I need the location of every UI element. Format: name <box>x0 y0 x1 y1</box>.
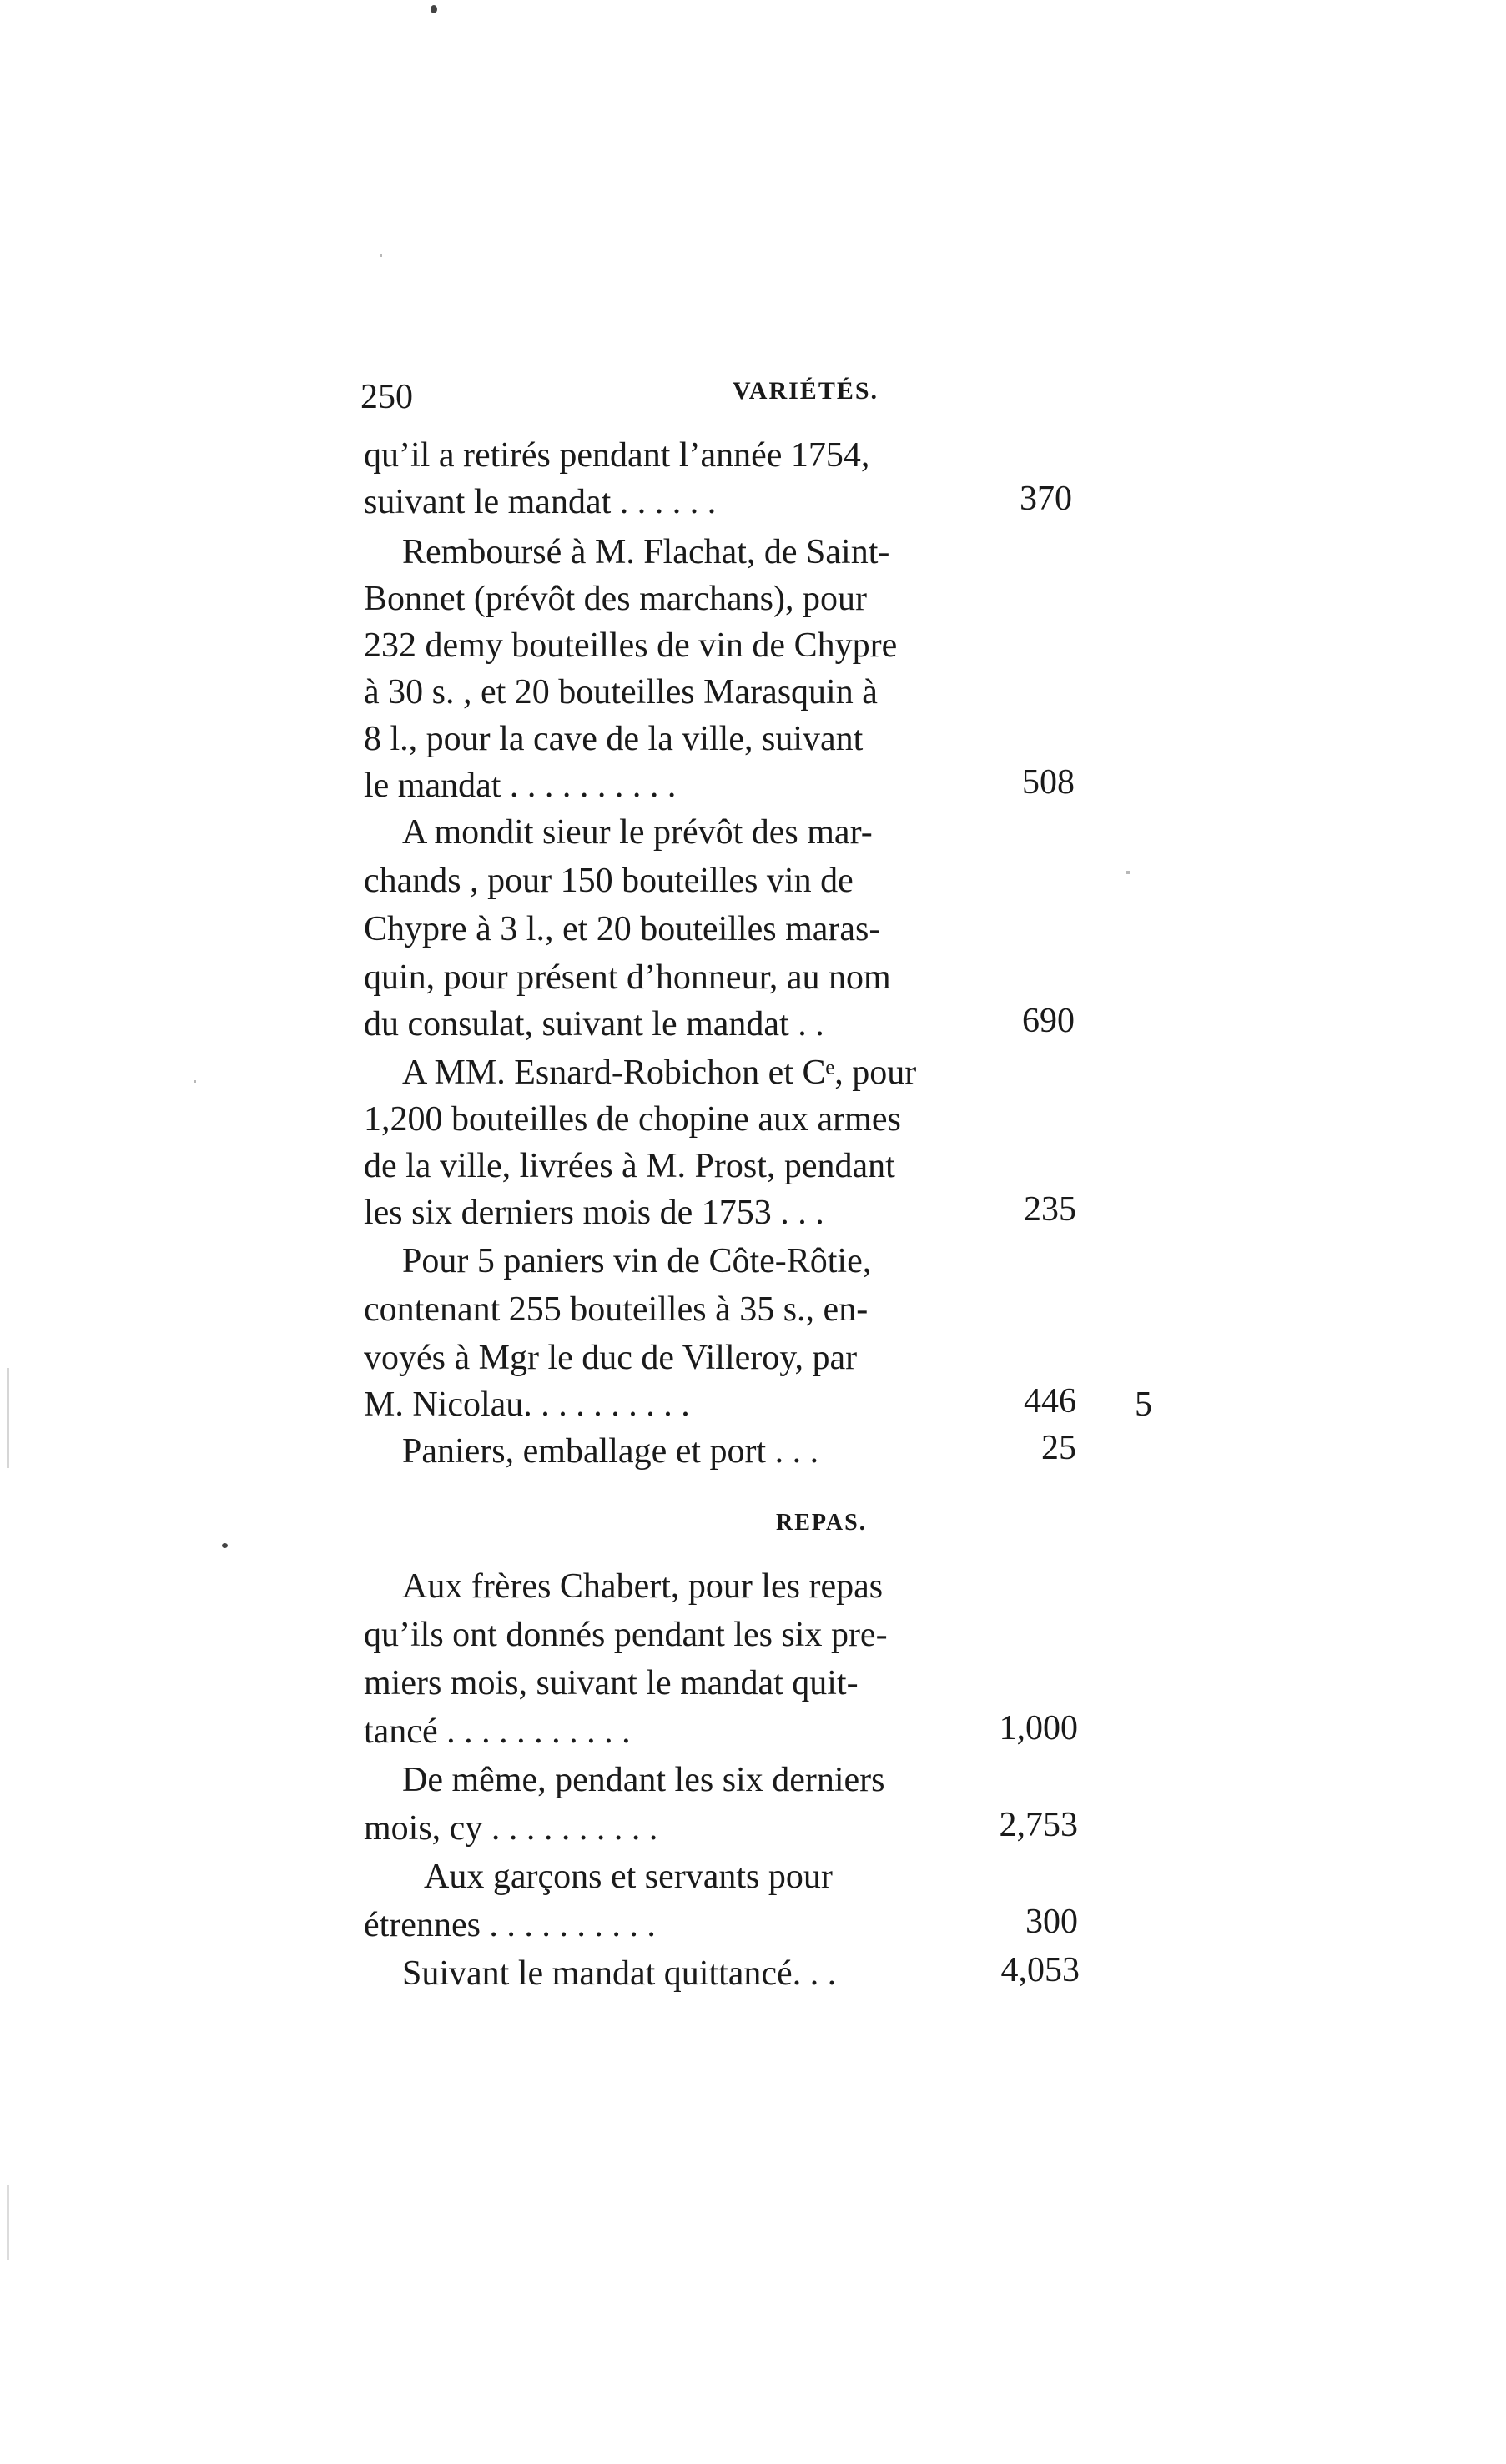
scan-speck <box>194 1080 196 1083</box>
repas-1-line-2: qu’ils ont donnés pendant les six pre- <box>364 1616 888 1654</box>
repas-1-line-3: miers mois, suivant le mandat quit- <box>364 1664 859 1702</box>
entry-2-line-3: 232 demy bouteilles de vin de Chypre <box>364 626 898 665</box>
repas-2-amount: 2,753 <box>999 1806 1078 1844</box>
entry-2-line-1: Remboursé à M. Flachat, de Saint- <box>402 533 890 571</box>
entry-5-line-1: Pour 5 paniers vin de Côte-Rôtie, <box>402 1242 872 1280</box>
entry-3-line-2: chands , pour 150 bouteilles vin de <box>364 862 854 900</box>
entry-6-line-1: Paniers, emballage et port . . . <box>402 1432 819 1471</box>
entry-2-amount: 508 <box>1022 763 1075 802</box>
repas-4-line-1: Suivant le mandat quittancé. . . <box>402 1954 837 1993</box>
margin-edge-mark <box>7 1368 9 1468</box>
entry-4-line-1: A MM. Esnard-Robichon et Cᵉ, pour <box>402 1053 917 1092</box>
entry-2-line-4: à 30 s. , et 20 bouteilles Marasquin à <box>364 673 878 712</box>
entry-3-line-5: du consulat, suivant le mandat . . <box>364 1005 824 1043</box>
page-number: 250 <box>360 378 413 416</box>
section-title: REPAS. <box>776 1510 867 1536</box>
entry-6-amount: 25 <box>1041 1429 1076 1467</box>
repas-1-amount: 1,000 <box>999 1709 1078 1747</box>
entry-2-line-5: 8 l., pour la cave de la ville, suivant <box>364 720 864 758</box>
repas-3-amount: 300 <box>1025 1903 1078 1941</box>
scan-speck <box>380 254 382 257</box>
entry-3-line-4: quin, pour présent d’honneur, au nom <box>364 958 891 997</box>
repas-2-line-2: mois, cy . . . . . . . . . . <box>364 1809 658 1848</box>
entry-4-line-2: 1,200 bouteilles de chopine aux armes <box>364 1100 901 1139</box>
repas-2-line-1: De même, pendant les six derniers <box>402 1761 885 1799</box>
entry-3-amount: 690 <box>1022 1002 1075 1040</box>
running-title: VARIÉTÉS. <box>733 377 879 405</box>
entry-2-line-6: le mandat . . . . . . . . . . <box>364 767 677 805</box>
ink-dot-mark <box>222 1543 228 1548</box>
repas-4-amount: 4,053 <box>1000 1951 1080 1989</box>
entry-1-line-1: qu’il a retirés pendant l’année 1754, <box>364 436 870 475</box>
margin-edge-mark <box>7 2185 9 2260</box>
entry-5-line-3: voyés à Mgr le duc de Villeroy, par <box>364 1339 858 1377</box>
repas-1-line-1: Aux frères Chabert, pour les repas <box>402 1567 884 1606</box>
entry-3-line-1: A mondit sieur le prévôt des mar- <box>402 813 873 852</box>
entry-1-amount: 370 <box>1020 480 1072 518</box>
entry-5-amount: 446 <box>1024 1382 1076 1421</box>
entry-1-line-2: suivant le mandat . . . . . . <box>364 483 717 521</box>
entry-5-line-2: contenant 255 bouteilles à 35 s., en- <box>364 1290 869 1329</box>
entry-3-line-3: Chypre à 3 l., et 20 bouteilles maras- <box>364 910 881 948</box>
repas-1-line-4: tancé . . . . . . . . . . . <box>364 1712 631 1751</box>
repas-3-line-1: Aux garçons et servants pour <box>424 1858 833 1896</box>
entry-4-line-4: les six derniers mois de 1753 . . . <box>364 1194 824 1232</box>
entry-4-line-3: de la ville, livrées à M. Prost, pendant <box>364 1147 895 1185</box>
entry-5-line-4: M. Nicolau. . . . . . . . . . <box>364 1385 690 1424</box>
entry-5-amount-sub: 5 <box>1135 1385 1152 1424</box>
ink-dot-mark <box>431 5 437 13</box>
repas-3-line-2: étrennes . . . . . . . . . . <box>364 1906 656 1944</box>
scan-speck <box>1126 871 1130 874</box>
entry-2-line-2: Bonnet (prévôt des marchans), pour <box>364 580 867 618</box>
entry-4-amount: 235 <box>1024 1190 1076 1229</box>
